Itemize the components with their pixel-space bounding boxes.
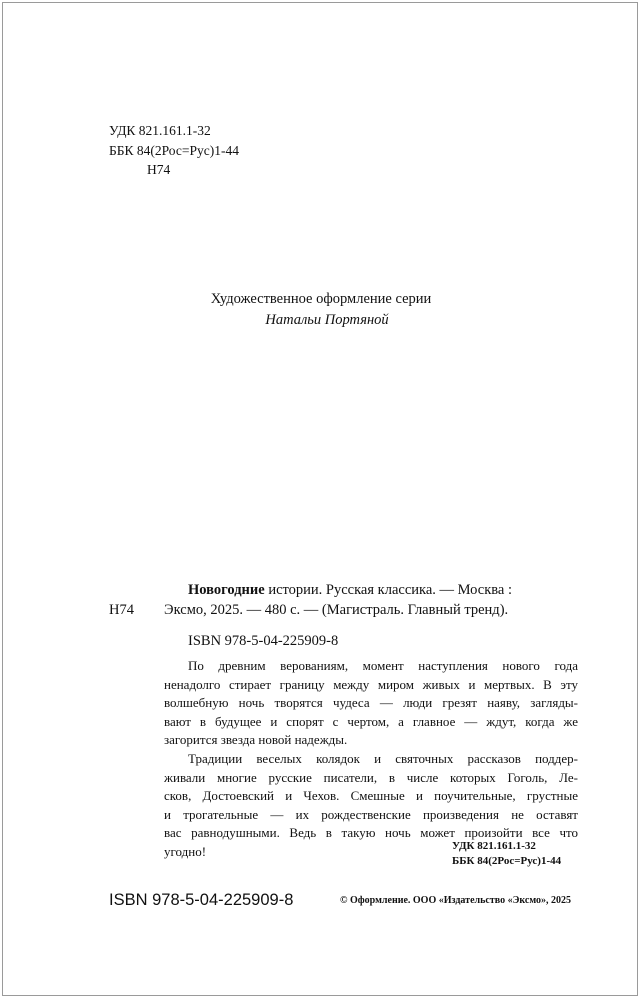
annotation-line: По древним верованиям, момент наступления нового года	[188, 658, 578, 673]
udk-code-bottom: УДК 821.161.1-32	[452, 840, 536, 852]
annotation-line: сков, Достоевский и Чехов. Смешные и поучительные, грустные	[164, 788, 578, 804]
bibliographic-record	[109, 580, 512, 620]
bib-record-line-2-row	[109, 600, 512, 620]
author-mark: Н74	[147, 162, 171, 177]
annotation-line: волшебную ночь творятся чудеса — люди грезят наяву, загляды-	[164, 695, 578, 711]
annotation-line: вас равнодушными. Ведь в такую ночь может произойти все что	[164, 825, 578, 841]
annotation-line: и трогательные — их рождественские произведения не оставят	[164, 806, 578, 822]
annotation-line: Традиции веселых колядок и святочных рассказов поддер-	[188, 750, 578, 766]
copyright-notice: © Оформление. ООО «Издательство «Эксмо», 2025	[340, 895, 571, 906]
annotation-line: угодно!	[164, 843, 207, 859]
udk-code: УДК 821.161.1-32	[109, 123, 211, 138]
book-title-heading: Новогодние	[188, 582, 265, 598]
footer-isbn: ISBN 978-5-04-225909-8	[109, 891, 294, 909]
annotation	[164, 657, 578, 862]
bib-isbn: ISBN 978-5-04-225909-8	[188, 633, 339, 649]
annotation-line: живали многие русские писатели, в числе которых Гоголь, Ле-	[164, 769, 578, 785]
classification-codes-top	[109, 121, 239, 180]
bib-record-line-1	[109, 580, 512, 600]
series-design-credit	[0, 289, 642, 331]
annotation-line: загорится звезда новой надежды.	[164, 732, 348, 748]
design-artist-name: Натальи Портяной	[265, 312, 389, 328]
bib-author-mark: Н74	[109, 602, 134, 618]
annotation-line: вают в будущее и спорят с чертом, а главное — ждут, когда же	[164, 713, 578, 729]
annotation-line: ненадолго стирает границу между миром живых и мертвых. В эту	[164, 676, 578, 692]
bbk-code: ББК 84(2Рос=Рус)1-44	[109, 142, 239, 158]
bib-record-line-2: Эксмо, 2025. — 480 с. — (Магистраль. Главный тренд).	[164, 602, 509, 618]
bib-record-line-1-rest: истории. Русская классика. — Москва :	[264, 582, 513, 598]
classification-codes-bottom	[452, 839, 561, 869]
design-credit-line: Художественное оформление серии	[210, 291, 432, 307]
bbk-code-bottom: ББК 84(2Рос=Рус)1-44	[452, 855, 562, 867]
